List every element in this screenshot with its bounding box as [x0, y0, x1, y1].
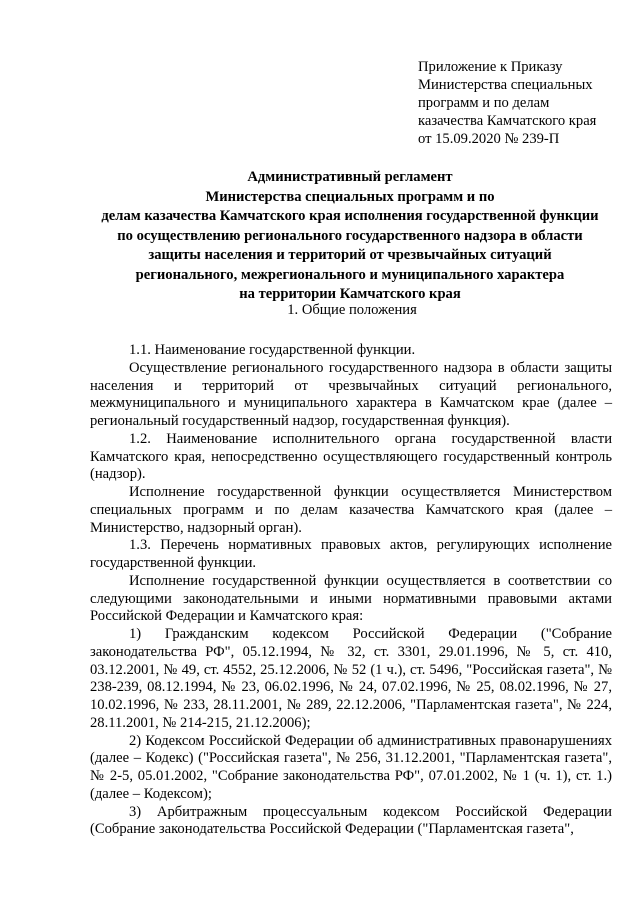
paragraph: 1.3. Перечень нормативных правовых актов, регулирующих исполнение государственной функции. — [90, 537, 612, 571]
paragraph: 3) Арбитражным процессуальным кодексом Российской Федерации (Собрание законодательства Российской Федерации ("Парламентская газета", — [90, 803, 612, 838]
title-line: Министерства специальных программ и по — [205, 188, 495, 205]
paragraph: Осуществление регионального государственного надзора в области защиты населения и территорий от чрезвычайных ситуаций регионального, межмуниципального и муниципального характера в Камчатском крае (далее – региональный государственный надзор, государственная функция). — [90, 359, 612, 429]
document-body — [90, 342, 612, 839]
paragraph: 2) Кодексом Российской Федерации об административных правонарушениях (далее – Кодекс) ("Российская газета", № 256, 31.12.2001, "Парламентская газета", № 2-5, 05.01.2002, "Собрание законодательства РФ", 07.01.2002, № 1 (ч. 1), ст. 1.) (далее – Кодексом); — [90, 732, 612, 802]
title-line: защиты населения и территорий от чрезвычайных ситуаций — [148, 247, 552, 263]
title-line: по осуществлению регионального государственного надзора в области — [117, 227, 583, 244]
approval-line: казачества Камчатского края — [418, 113, 597, 129]
approval-line: Приложение к Приказу — [418, 59, 563, 75]
title-line: регионального, межрегионального и муниципального характера — [135, 266, 565, 283]
paragraph: 1.1. Наименование государственной функции. — [129, 342, 416, 358]
title-line: делам казачества Камчатского края исполнения государственной функции — [101, 208, 599, 224]
paragraph: Исполнение государственной функции осуществляется Министерством специальных программ и по делам казачества Камчатского края (далее – Министерство, надзорный орган). — [90, 484, 612, 536]
approval-stamp — [418, 58, 628, 148]
title-line: на территории Камчатского края — [239, 286, 461, 302]
title-line: Административный регламент — [247, 169, 453, 185]
paragraph: Исполнение государственной функции осуществляется в соответствии со следующими законодательными и иными нормативными правовыми актами Российской Федерации и Камчатского края: — [90, 572, 612, 625]
approval-line: программ и по делам — [418, 95, 550, 111]
approval-line: Министерства специальных — [418, 77, 593, 93]
document-title — [85, 168, 615, 305]
section-heading: 1. Общие положения — [287, 302, 417, 318]
paragraph: 1.2. Наименование исполнительного органа государственной власти Камчатского края, непосредственно осуществляющего государственный контроль (надзор). — [90, 430, 612, 483]
approval-line: от 15.09.2020 № 239-П — [418, 131, 560, 147]
paragraph: 1) Гражданским кодексом Российской Федерации ("Собрание законодательства РФ", 05.12.1994, № 32, ст. 3301, 29.01.1996, № 5, ст. 410, 03.12.2001, № 49, ст. 4552, 25.12.2006, № 52 (1 ч.), ст. 5496, "Российская газета", № 238-239, 08.12.1994, № 23, 06.02.1996, № 24, 07.02.1996, № 25, 08.02.1996, № 27, 10.02.1996, № 233, 28.11.2001, № 289, 22.12.2006, "Парламентская газета", № 224, 28.11.2001, № 214-215, 21.12.2006); — [90, 626, 612, 731]
